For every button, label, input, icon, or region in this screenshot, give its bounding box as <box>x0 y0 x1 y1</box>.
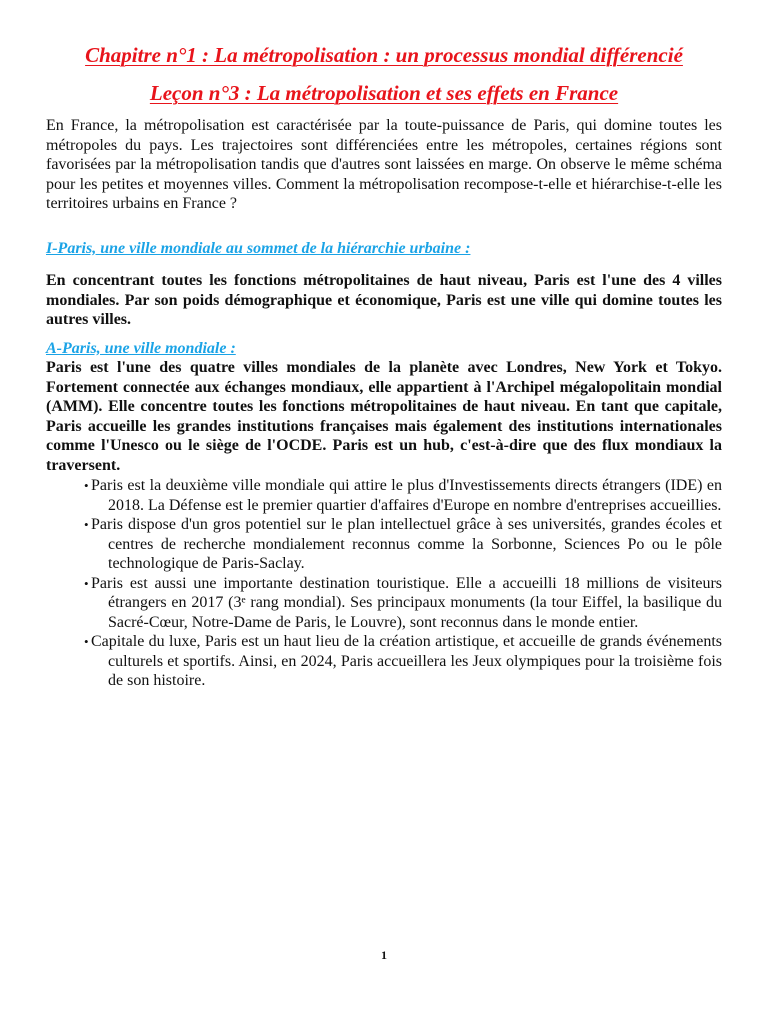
subsection-a-body: Paris est l'une des quatre villes mondiales de la planète avec Londres, New York et Tokyo. Fortement connectée aux échanges mondiaux, elle appartient à l'Archipel mégalopolitain mondial (AMM). Elle concentre toutes les fonctions métropolitaines de haut niveau. En tant que capitale, Paris accueille les grandes institutions françaises mais également des institutions internationales comme l'Unesco ou le siège de l'OCDE. Paris est un hub, c'est-à-dire que des flux mondiaux la traversent. <box>46 359 722 474</box>
subsection-a-heading: A-Paris, une ville mondiale : <box>46 340 236 357</box>
list-item <box>78 515 722 574</box>
lesson-title: Leçon n°3 : La métropolisation et ses effets en France <box>149 81 619 105</box>
bullet-dot-icon: • <box>84 517 89 532</box>
list-item-text: Paris est la deuxième ville mondiale qui attire le plus d'Investissements directs étrangers (IDE) en 2018. La Défense est le premier quartier d'affaires d'Europe en nombre d'entreprises accueillies. <box>91 477 722 514</box>
list-item-text: Capitale du luxe, Paris est un haut lieu de la création artistique, et accueille de grands événements culturels et sportifs. Ainsi, en 2024, Paris accueillera les Jeux olympiques pour la troisième fois de son histoire. <box>91 633 722 689</box>
section-1-intro: En concentrant toutes les fonctions métropolitaines de haut niveau, Paris est l'une des 4 villes mondiales. Par son poids démographique et économique, Paris est une ville qui domine toutes les autres villes. <box>46 272 722 328</box>
page-number: 1 <box>381 948 387 962</box>
section-1-heading: I-Paris, une ville mondiale au sommet de la hiérarchie urbaine : <box>46 240 471 257</box>
intro-paragraph: En France, la métropolisation est caractérisée par la toute-puissance de Paris, qui domine toutes les métropoles du pays. Les trajectoires sont différenciées entre les métropoles, certaines régions sont favorisées par la métropolisation tandis que d'autres sont laissées en marge. On observe le même schéma pour les petites et moyennes villes. Comment la métropolisation recompose-t-elle et hiérarchise-t-elle les territoires urbains en France ? <box>46 117 722 212</box>
list-item <box>78 574 722 633</box>
bullet-dot-icon: • <box>84 478 89 493</box>
list-item <box>78 476 722 515</box>
list-item <box>78 632 722 691</box>
bullet-dot-icon: • <box>84 634 89 649</box>
chapter-title: Chapitre n°1 : La métropolisation : un processus mondial différencié <box>85 43 683 67</box>
bullet-dot-icon: • <box>84 575 89 591</box>
list-item-text: Paris est aussi une importante destination touristique. Elle a accueilli 18 millions de visiteurs étrangers en 2017 (3ᵉ rang mondial). Ses principaux monuments (la tour Eiffel, la basilique du Sacré-Cœur, Notre-Dame de Paris, le Louvre), sont reconnus dans le monde entier. <box>91 574 722 631</box>
bullet-list <box>78 476 722 691</box>
list-item-text: Paris dispose d'un gros potentiel sur le plan intellectuel grâce à ses universités, grandes écoles et centres de recherche mondialement reconnus comme la Sorbonne, Sciences Po ou le pôle technologique de Paris-Saclay. <box>91 516 722 572</box>
